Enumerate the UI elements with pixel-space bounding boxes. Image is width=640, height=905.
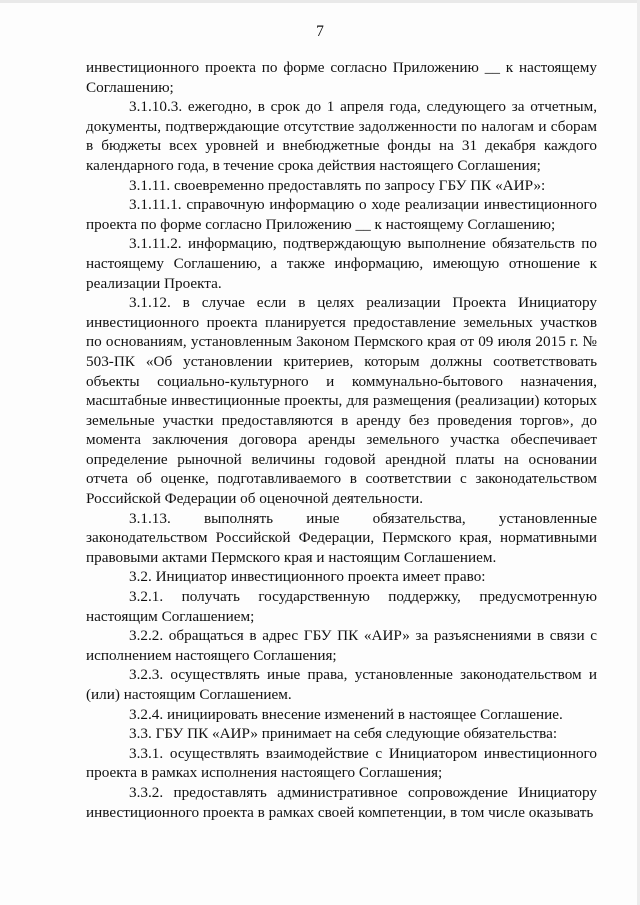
paragraph-3-3: 3.3. ГБУ ПК «АИР» принимает на себя следующие обязательства: — [129, 725, 558, 743]
paragraph-3-1-13: 3.1.13. выполнять иные обязательства, установленные законодательством Российской Федерации, Пермского края, нормативными правовыми актами Пермского края и настоящим Соглашением. — [86, 509, 597, 566]
scan-edge-top — [0, 0, 640, 3]
paragraph-3-1-11-2: 3.1.11.2. информацию, подтверждающую выполнение обязательств по настоящему Соглашению, а также информацию, имеющую отношение к реализации Проекта. — [86, 235, 597, 292]
paragraph-3-2-4: 3.2.4. инициировать внесение изменений в настоящее Соглашение. — [129, 705, 563, 723]
paragraph-3-2-1: 3.2.1. получать государственную поддержку, предусмотренную настоящим Соглашением; — [86, 588, 597, 625]
paragraph-continuation: инвестиционного проекта по форме согласно Приложению __ к настоящему Соглашению; — [86, 59, 597, 96]
paragraph-3-2-3: 3.2.3. осуществлять иные права, установленные законодательством и (или) настоящим Соглашением. — [86, 666, 597, 703]
paragraph-3-2: 3.2. Инициатор инвестиционного проекта имеет право: — [129, 568, 486, 586]
paragraph-3-1-12: 3.1.12. в случае если в целях реализации Проекта Инициатору инвестиционного проекта планируется предоставление земельных участков по основаниям, установленным Законом Пермского края от 09 июля 2015 г. № 503-ПК «Об установлении критериев, которым должны соответствовать объекты социально-культурного и коммунально-бытового назначения, масштабные инвестиционные проекты, для размещения (реализации) которых земельные участки предоставляются в аренду без проведения торгов», до момента заключения договора аренды земельного участка обеспечивает определение рыночной величины годовой арендной платы на основании отчета об оценке, подготавливаемого в соответствии с законодательством Российской Федерации об оценочной деятельности. — [86, 294, 597, 508]
document-body — [86, 58, 597, 822]
paragraph-3-2-2: 3.2.2. обращаться в адрес ГБУ ПК «АИР» за разъяснениями в связи с исполнением настоящего Соглашения; — [86, 627, 597, 664]
paragraph-3-1-10-3: 3.1.10.3. ежегодно, в срок до 1 апреля года, следующего за отчетным, документы, подтверждающие отсутствие задолженности по налогам и сборам в бюджеты всех уровней и внебюджетные фонды на 31 декабря каждого календарного года, в течение срока действия настоящего Соглашения; — [86, 98, 597, 174]
paragraph-3-3-2: 3.3.2. предоставлять административное сопровождение Инициатору инвестиционного проекта в рамках своей компетенции, в том числе оказывать — [86, 783, 597, 821]
paragraph-3-1-11: 3.1.11. своевременно предоставлять по запросу ГБУ ПК «АИР»: — [129, 176, 546, 194]
page-number: 7 — [316, 23, 324, 40]
paragraph-3-3-1: 3.3.1. осуществлять взаимодействие с Инициатором инвестиционного проекта в рамках исполнения настоящего Соглашения; — [86, 744, 597, 782]
paragraph-3-1-11-1: 3.1.11.1. справочную информацию о ходе реализации инвестиционного проекта по форме согласно Приложению __ к настоящему Соглашению; — [86, 196, 597, 233]
